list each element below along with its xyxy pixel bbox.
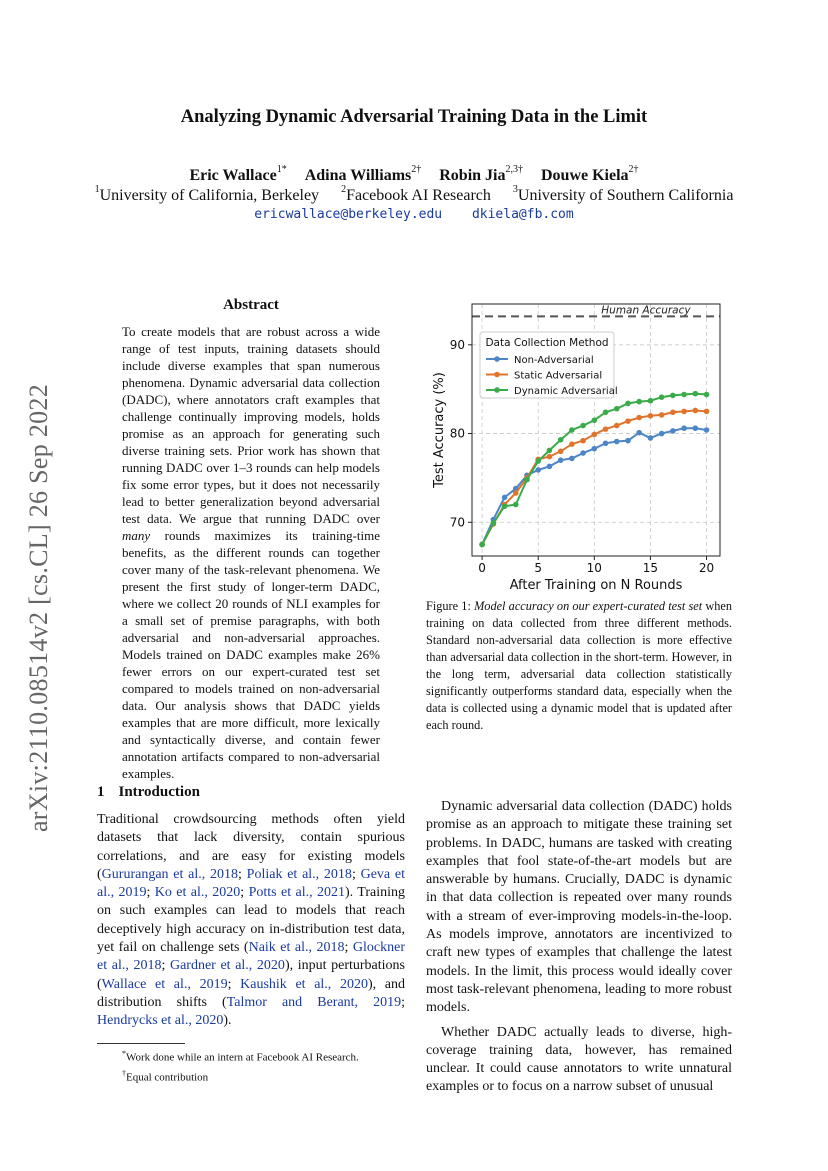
- data-point: [592, 432, 598, 438]
- data-point: [547, 464, 553, 470]
- x-axis-label: After Training on N Rounds: [509, 578, 683, 593]
- data-point: [681, 392, 687, 398]
- data-point: [625, 418, 631, 424]
- data-point: [603, 441, 609, 447]
- footnote: *Work done while an intern at Facebook AI Research.: [122, 1049, 359, 1064]
- data-point: [704, 409, 710, 415]
- data-point: [704, 427, 710, 433]
- data-point: [558, 437, 564, 443]
- data-point: [524, 477, 530, 483]
- legend-marker: [494, 387, 500, 393]
- author-emails: [0, 207, 828, 222]
- data-point: [659, 431, 665, 437]
- data-point: [592, 417, 598, 423]
- data-point: [681, 409, 687, 415]
- x-tick-label: 5: [534, 561, 543, 575]
- citation-link[interactable]: Poliak et al., 2018: [246, 866, 352, 882]
- reference-line-label: Human Accuracy: [601, 304, 691, 317]
- y-tick-label: 70: [449, 515, 465, 530]
- figure-1-chart: [426, 296, 736, 596]
- data-point: [625, 438, 631, 444]
- citation-link[interactable]: Kaushik et al., 2020: [240, 976, 368, 992]
- author-list: [0, 164, 828, 185]
- data-point: [603, 426, 609, 432]
- citation-link[interactable]: Ko et al., 2020: [154, 885, 241, 901]
- data-point: [648, 435, 654, 441]
- data-point: [580, 450, 586, 456]
- data-point: [547, 454, 553, 460]
- data-point: [659, 412, 665, 418]
- section-heading: 1 Introduction: [97, 784, 200, 800]
- data-point: [614, 439, 620, 445]
- body-paragraph: Whether DADC actually leads to diverse, high-coverage training data, however, has remained unclear. It could cause annotators to write unnatural examples or to focus on a narrow subset of unusual: [426, 1024, 732, 1095]
- author: Robin Jia$^{2,3\dagger}$: [439, 164, 523, 184]
- citation-link[interactable]: Talmor and Berant, 2019: [226, 994, 402, 1010]
- data-point: [603, 409, 609, 415]
- footnotes: [122, 1046, 412, 1085]
- author: Adina Williams$^{2\dagger}$: [304, 164, 422, 184]
- affiliation-list: [0, 184, 828, 205]
- data-point: [693, 391, 699, 397]
- data-point: [479, 542, 485, 548]
- data-point: [636, 430, 642, 436]
- citation-link[interactable]: Naik et al., 2018: [248, 940, 345, 956]
- data-point: [704, 392, 710, 398]
- data-point: [625, 401, 631, 407]
- affiliation: $^3$University of Southern California: [512, 184, 734, 204]
- citation-link[interactable]: Potts et al., 2021: [248, 885, 345, 901]
- citation-link[interactable]: Geva et al., 2019: [97, 866, 405, 901]
- legend-label: Static Adversarial: [514, 370, 603, 382]
- legend-label: Non-Adversarial: [514, 355, 594, 366]
- data-point: [535, 467, 541, 473]
- x-tick-label: 15: [642, 561, 659, 575]
- figure-caption: Figure 1: Model accuracy on our expert-curated test set when training on data collected from three different methods. Standard non-adversarial data collection is more effective than adversarial data collection in the short-term. However, in the long term, adversarial data collection statistically significantly outperforms standard data, especially when the data is collected using a dynamic model that is updated after each round.: [426, 599, 732, 732]
- data-point: [693, 425, 699, 431]
- affiliation: $^2$Facebook AI Research: [341, 184, 491, 204]
- data-point: [614, 406, 620, 412]
- data-point: [535, 458, 541, 464]
- data-point: [547, 448, 553, 454]
- data-point: [670, 393, 676, 399]
- data-point: [693, 408, 699, 414]
- legend-marker: [494, 372, 500, 378]
- paper-title: Analyzing Dynamic Adversarial Training Data in the Limit: [180, 107, 648, 127]
- data-point: [648, 398, 654, 404]
- email-link[interactable]: ericwallace@berkeley.edu: [254, 207, 443, 222]
- data-point: [614, 423, 620, 429]
- data-point: [670, 428, 676, 434]
- data-point: [569, 441, 575, 447]
- legend-title: Data Collection Method: [485, 337, 609, 349]
- citation-link[interactable]: Wallace et al., 2019: [101, 976, 228, 992]
- abstract-text: To create models that are robust across a wide range of test inputs, training datasets should include diverse examples that span numerous phenomena. Dynamic adversarial data collection (DADC), where annotators craft examples that challenge continually improving models, holds promise as an approach for generating such diverse training sets. Prior work has shown that running DADC over 1–3 rounds can help models fix some error types, but it does not necessarily lead to better generalization beyond adversarial test data. We argue that running DADC over many rounds maximizes its training-time benefits, as the different rounds can together cover many of the task-relevant phenomena. We present the first study of longer-term DADC, where we collect 20 rounds of NLI examples for a small set of premise paragraphs, with both adversarial and non-adversarial approaches. Models trained on DADC examples make 26% fewer errors on our expert-curated test set compared to models trained on non-adversarial data. Our analysis shows that DADC yields examples that are more difficult, more lexically and syntactically diverse, and contain fewer annotation artifacts compared to non-adversarial examples.: [122, 324, 380, 781]
- author: Eric Wallace$^{1*}$: [189, 164, 287, 184]
- data-point: [670, 409, 676, 415]
- citation-link[interactable]: Gardner et al., 2020: [169, 958, 285, 974]
- footnote: †Equal contribution: [122, 1068, 209, 1084]
- x-tick-label: 20: [698, 561, 715, 575]
- data-point: [513, 490, 519, 496]
- data-point: [569, 456, 575, 462]
- body-paragraph: Dynamic adversarial data collection (DADC) holds promise as an approach to mitigate these training set problems. In DADC, humans are tasked with creating examples that fool state-of-the-art models but are answerable by humans. Crucially, DADC is dynamic in that data collection is repeated over many rounds with a stream of ever-improving models-in-the-loop. As models improve, annotators are incentivized to craft new types of examples that challenge the latest models. In the limit, this process would ideally cover most task-relevant phenomena, leading to more robust models.: [426, 799, 732, 1016]
- legend-label: Dynamic Adversarial: [514, 386, 618, 397]
- x-tick-label: 0: [478, 561, 486, 575]
- right-column-body: [426, 798, 732, 1097]
- data-point: [513, 502, 519, 508]
- footnote-rule: [97, 1043, 185, 1044]
- data-point: [502, 495, 508, 501]
- data-point: [569, 427, 575, 433]
- y-tick-label: 80: [449, 426, 465, 441]
- data-point: [502, 504, 508, 510]
- citation-link[interactable]: Glockner et al., 2018: [97, 940, 406, 974]
- y-tick-label: 90: [449, 337, 465, 352]
- data-point: [491, 520, 497, 526]
- abstract-heading: Abstract: [223, 297, 279, 313]
- data-point: [636, 399, 642, 405]
- legend-marker: [494, 356, 500, 362]
- data-point: [558, 448, 564, 454]
- data-point: [592, 446, 598, 452]
- citation-link[interactable]: Gururangan et al., 2018: [101, 866, 239, 882]
- citation-link[interactable]: Hendrycks et al., 2020: [97, 1013, 224, 1029]
- author: Douwe Kiela$^{2\dagger}$: [541, 164, 639, 184]
- introduction-paragraph: Traditional crowdsourcing methods often yield datasets that lack diversity, contain spurious correlations, and are easy for existing models (Gururangan et al., 2018; Poliak et al., 2018; Geva et al., 2019; Ko et al., 2020; Potts et al., 2021). Training on such examples can lead to models that reach deceptively high accuracy on in-distribution test data, yet fail on challenge sets (Naik et al., 2018; Glockner et al., 2018; Gardner et al., 2020), input perturbations (Wallace et al., 2019; Kaushik et al., 2020), and distribution shifts (Talmor and Berant, 2019; Hendrycks et al., 2020).: [97, 812, 406, 1029]
- data-point: [636, 415, 642, 421]
- data-point: [580, 438, 586, 444]
- x-tick-label: 10: [586, 561, 602, 575]
- data-point: [648, 413, 654, 419]
- data-point: [580, 423, 586, 429]
- arxiv-side-identifier: arXiv:2110.08514v2 [cs.CL] 26 Sep 2022: [24, 383, 53, 833]
- email-link[interactable]: dkiela@fb.com: [471, 207, 574, 222]
- data-point: [659, 394, 665, 400]
- data-point: [558, 457, 564, 463]
- y-axis-label: Test Accuracy (%): [432, 372, 447, 488]
- affiliation: $^1$University of California, Berkeley: [94, 184, 320, 204]
- data-point: [681, 425, 687, 431]
